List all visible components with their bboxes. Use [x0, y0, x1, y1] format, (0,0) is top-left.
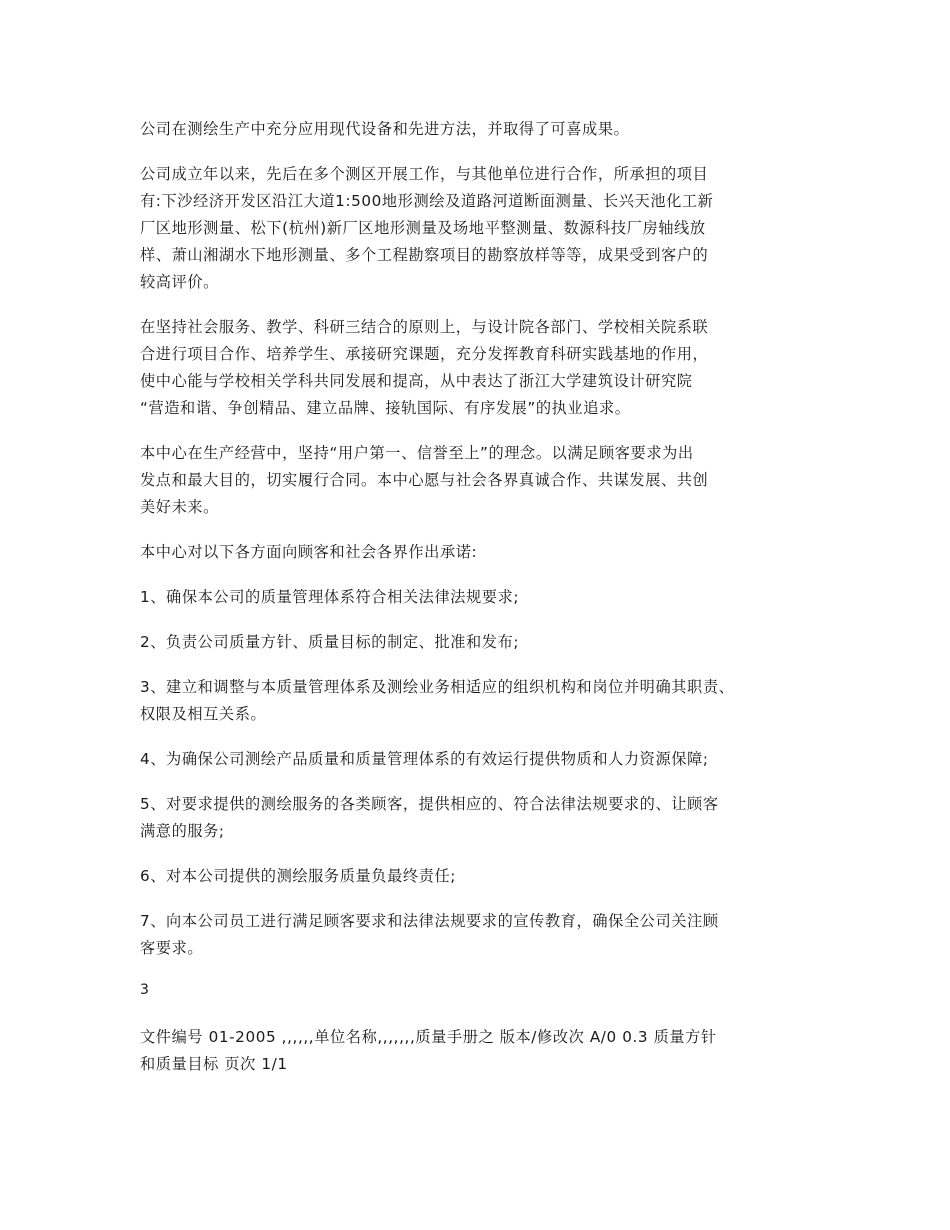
paragraph-projects: 公司成立年以来，先后在多个测区开展工作，与其他单位进行合作，所承担的项目 有:下沙经济开发区沿江大道1:500地形测绘及道路河道断面测量、长兴天池化工新 厂区地形测量、松下(杭州)新厂区地形测量及场地平整测量、数源科技厂房轴线放 样、萧山湘湖水下地形测量、多个工程勘察项目的勘察放样等等，成果受到客户的 较高评价。	[140, 165, 714, 291]
commitment-item-5: 5、对要求提供的测绘服务的各类顾客，提供相应的、符合法律法规要求的、让顾客 满意的服务;	[140, 795, 719, 840]
commitment-item-1: 1、确保本公司的质量管理体系符合相关法律法规要求;	[140, 588, 520, 606]
commitment-item-7: 7、向本公司员工进行满足顾客要求和法律法规要求的宣传教育，确保全公司关注顾 客要求。	[140, 912, 719, 957]
commitment-item-6: 6、对本公司提供的测绘服务质量负最终责任;	[140, 867, 456, 885]
paragraph-intro-achievements: 公司在测绘生产中充分应用现代设备和先进方法，并取得了可喜成果。	[140, 120, 630, 138]
paragraph-cooperation: 在坚持社会服务、教学、科研三结合的原则上，与设计院各部门、学校相关院系联 合进行项目合作、培养学生、承接研究课题，充分发挥教育科研实践基地的作用， 使中心能与学校相关学科共同发展和提高，从中表达了浙江大学建筑设计研究院 “营造和谐、争创精品、建立品牌、接轨国际、有序发展”的执业追求。	[140, 318, 709, 417]
commitment-item-2: 2、负责公司质量方针、质量目标的制定、批准和发布;	[140, 633, 520, 651]
commitment-item-3: 3、建立和调整与本质量管理体系及测绘业务相适应的组织机构和岗位并明确其职责、 权限及相互关系。	[140, 678, 735, 723]
document-body	[140, 116, 825, 1078]
commitment-item-4: 4、为确保公司测绘产品质量和质量管理体系的有效运行提供物质和人力资源保障;	[140, 750, 709, 768]
document-footer-info: 文件编号 01-2005 ,,,,,,单位名称,,,,,,,质量手册之 版本/修改次 A/0 0.3 质量方针 和质量目标 页次 1/1	[140, 1028, 717, 1073]
paragraph-commitment-intro: 本中心对以下各方面向顾客和社会各界作出承诺:	[140, 543, 478, 561]
paragraph-philosophy: 本中心在生产经营中，坚持“用户第一、信誉至上”的理念。以满足顾客要求为出 发点和最大目的，切实履行合同。本中心愿与社会各界真诚合作、共谋发展、共创 美好未来。	[140, 444, 709, 516]
page-number: 3	[140, 982, 149, 998]
